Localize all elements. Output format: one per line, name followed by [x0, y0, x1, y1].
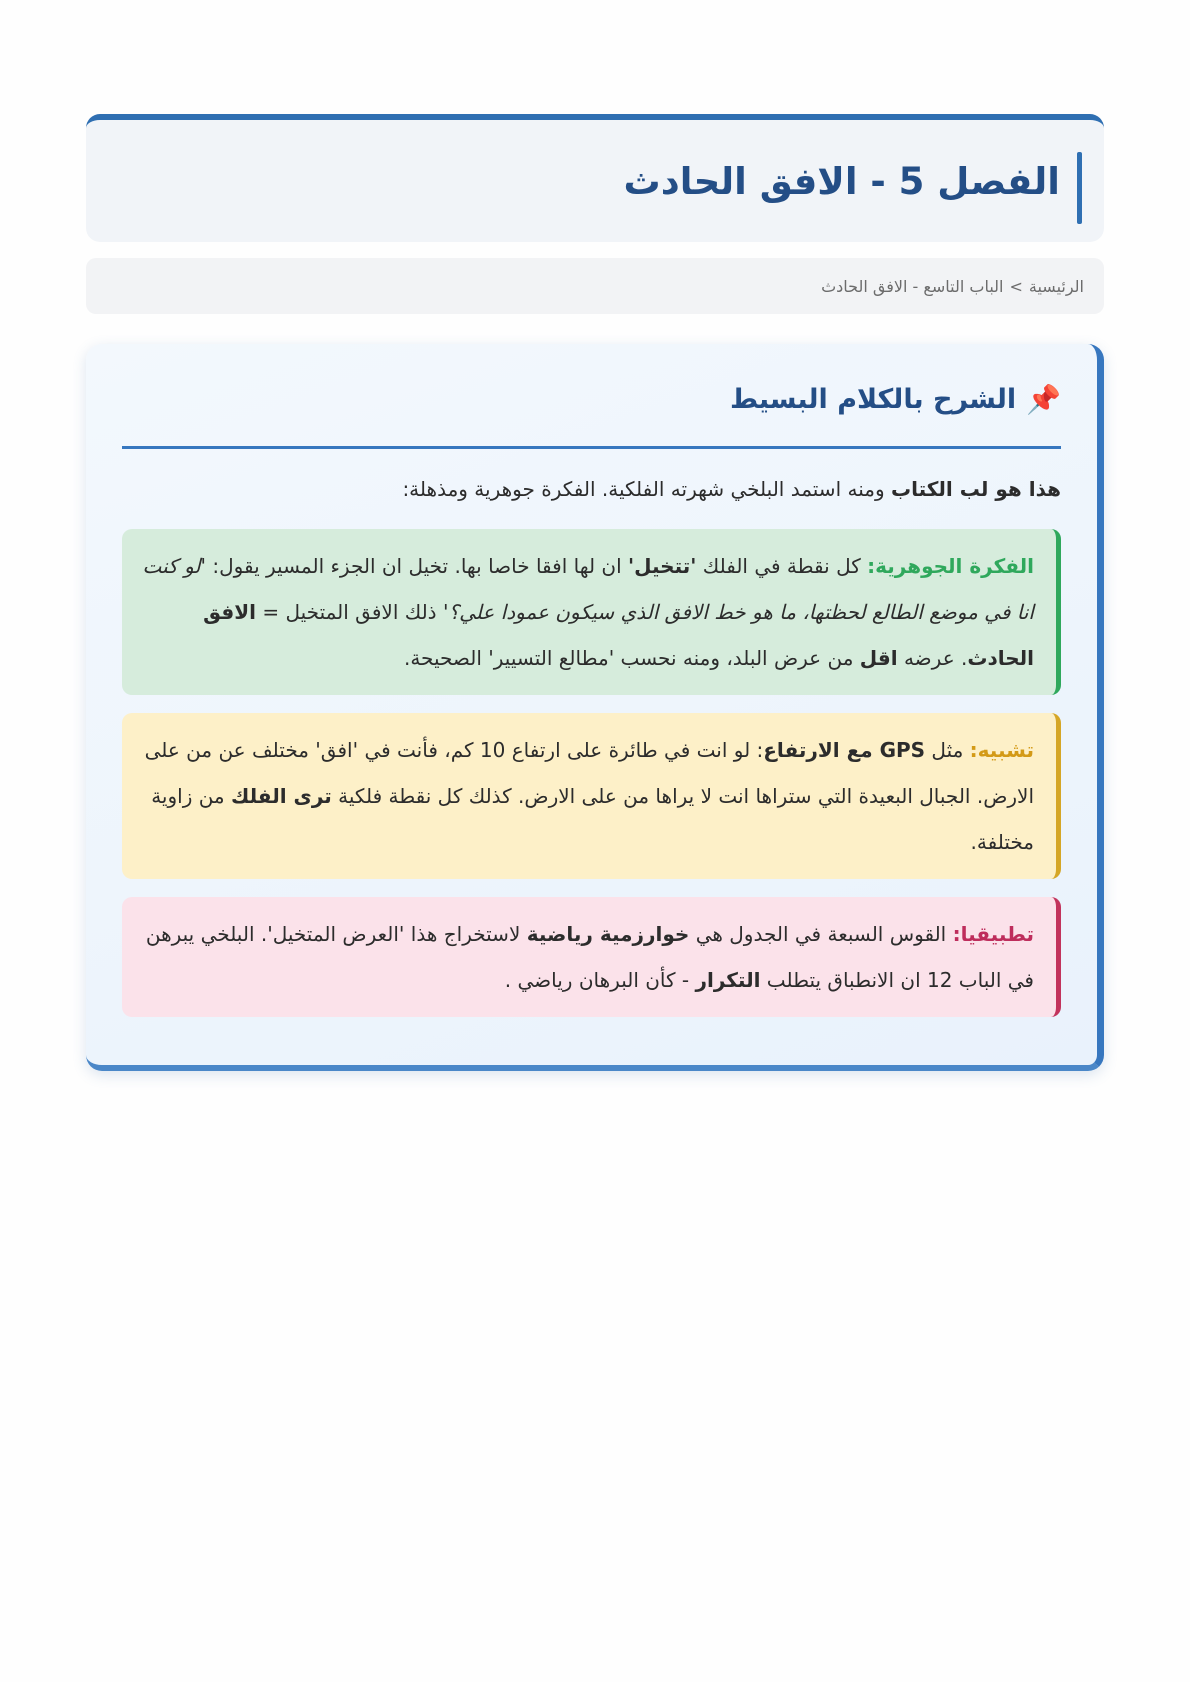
chapter-header: [86, 114, 1104, 242]
core-idea-text: كل نقطة في الفلك: [696, 554, 868, 578]
breadcrumb-home-link[interactable]: الرئيسية: [1028, 276, 1084, 296]
page-container: [86, 114, 1104, 1071]
page-title: الفصل 5 - الافق الحادث: [623, 160, 1060, 203]
analogy-bold: ترى الفلك: [231, 784, 332, 808]
breadcrumb: [86, 258, 1104, 314]
core-idea-box: [122, 529, 1061, 695]
explanation-card: [86, 344, 1104, 1071]
card-divider: [122, 446, 1061, 449]
breadcrumb-current: الباب التاسع - الافق الحادث: [821, 276, 1004, 296]
pushpin-icon: 📌: [1026, 383, 1061, 416]
header-accent-bar: [1077, 152, 1082, 224]
analogy-label: تشبيه:: [969, 738, 1034, 762]
intro-paragraph: [122, 473, 1061, 505]
core-idea-quote: 'لو كنت انا في موضع الطالع لحظتها، ما هو خط الافق الذي سيكون عمودا علي؟': [142, 554, 1034, 624]
application-bold: خوارزمية رياضية: [526, 922, 690, 946]
analogy-box: [122, 713, 1061, 879]
intro-text: ومنه استمد البلخي شهرته الفلكية. الفكرة جوهرية ومذهلة:: [402, 477, 891, 501]
application-text: - كأن البرهان رياضي .: [504, 968, 696, 992]
core-idea-bold: الافق الحادث: [203, 600, 1034, 670]
analogy-text: من زاوية مختلفة.: [151, 784, 1034, 854]
analogy-text: : لو انت في طائرة على ارتفاع 10 كم، فأنت في 'افق' مختلف عن من على الارض. الجبال البعيدة التي ستراها انت لا يراها من على الارض. كذلك كل نقطة فلكية: [144, 738, 1034, 808]
analogy-text: مثل: [925, 738, 970, 762]
core-idea-bold: 'تتخيل': [628, 554, 697, 578]
application-bold: التكرار: [695, 968, 761, 992]
breadcrumb-separator: >: [1009, 276, 1023, 296]
intro-bold: هذا هو لب الكتاب: [890, 477, 1061, 501]
core-idea-text: ان لها افقا خاصا بها. تخيل ان الجزء المسير يقول:: [206, 554, 629, 578]
core-idea-text: . عرضه: [897, 646, 968, 670]
core-idea-text: من عرض البلد، ومنه نحسب 'مطالع التسيير' الصحيحة.: [403, 646, 860, 670]
card-title-text: الشرح بالكلام البسيط: [729, 384, 1017, 415]
analogy-bold: GPS مع الارتفاع: [763, 738, 926, 762]
core-idea-label: الفكرة الجوهرية:: [867, 554, 1034, 578]
core-idea-bold: اقل: [859, 646, 898, 670]
application-label: تطبيقيا:: [952, 922, 1034, 946]
application-text: لاستخراج هذا 'العرض المتخيل'. البلخي يبرهن في الباب 12 ان الانطباق يتطلب: [145, 922, 1034, 992]
application-box: [122, 897, 1061, 1017]
core-idea-text: ذلك الافق المتخيل =: [256, 600, 443, 624]
application-text: القوس السبعة في الجدول هي: [689, 922, 953, 946]
card-title: [122, 380, 1061, 420]
